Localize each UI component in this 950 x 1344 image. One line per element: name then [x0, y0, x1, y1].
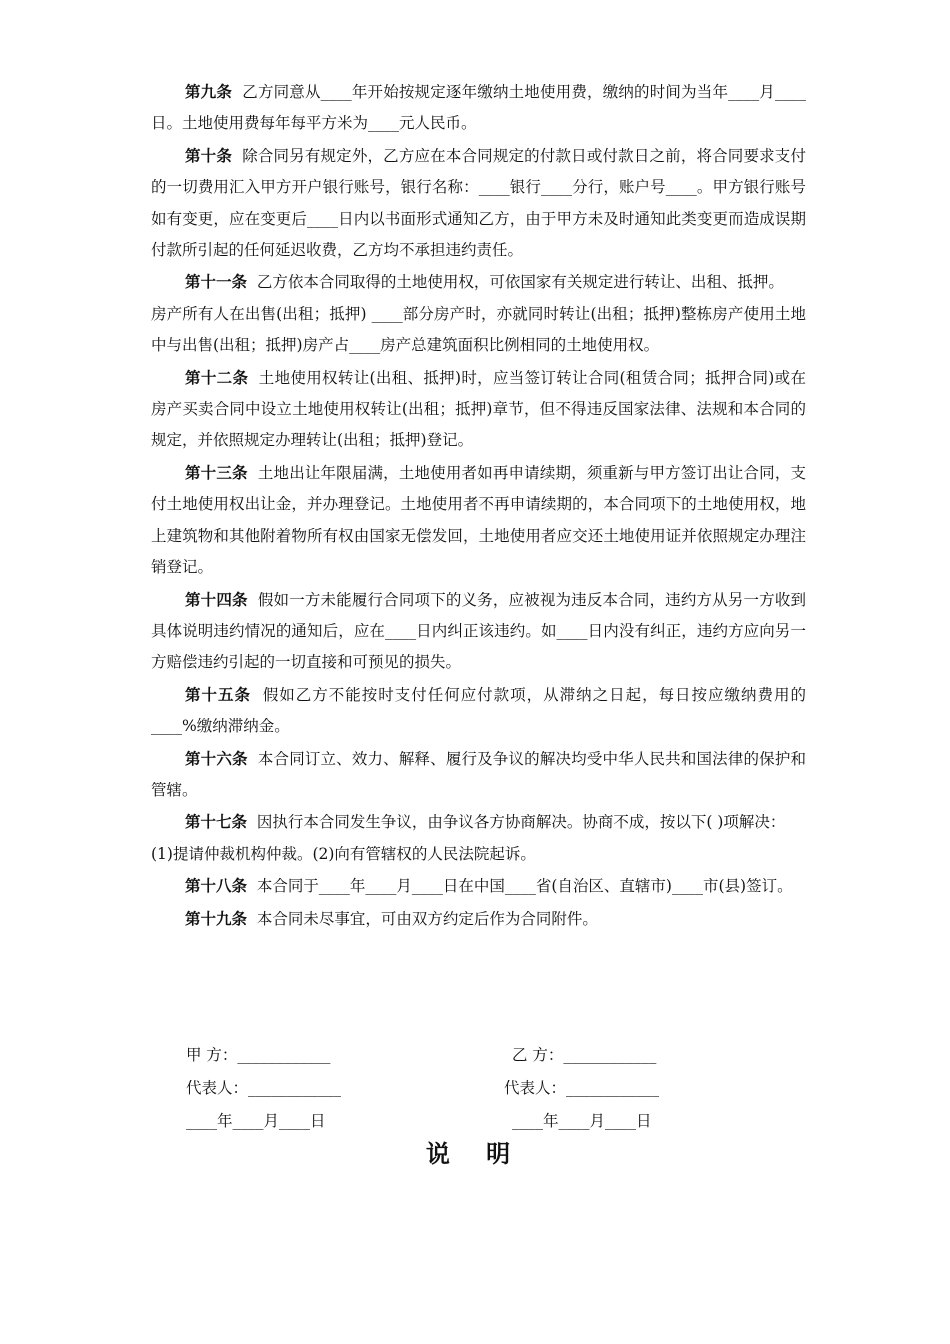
- article-text: 土地使用权转让(出租、抵押)时，应当签订转让合同(租赁合同；抵押合同)或在房产买卖合同中设立土地使用权转让(出租；抵押)章节，但不得违反国家法律、法规和本合同的规定，并依照规定办理转让(出租；抵押)登记。: [151, 368, 806, 450]
- party-b-signature-block: [504, 1039, 659, 1138]
- article-label: 第十二条: [185, 367, 249, 387]
- article-label: 第九条: [185, 82, 233, 101]
- article-text: 因执行本合同发生争议，由争议各方协商解决。协商不成，按以下( )项解决：: [256, 813, 786, 832]
- party-a-representative: 代表人：____________: [186, 1079, 342, 1097]
- article-19: [151, 903, 806, 935]
- article-17: [151, 806, 806, 838]
- article-11: [151, 266, 806, 298]
- article-text: 土地出让年限届满，土地使用者如再申请续期，须重新与甲方签订出让合同，支付土地使用权出让金，并办理登记。土地使用者不再申请续期的，本合同项下的土地使用权，地上建筑物和其他附着物所有权由国家无偿发回，土地使用者应交还土地使用证并依照规定办理注销登记。: [151, 463, 806, 577]
- article-text: 本合同订立、效力、解释、履行及争议的解决均受中华人民共和国法律的保护和管辖。: [151, 749, 806, 799]
- article-label: 第十九条: [185, 908, 248, 928]
- article-text: 乙方同意从____年开始按规定逐年缴纳土地使用费，缴纳的时间为当年____月____日。土地使用费每年每平方米为____元人民币。: [151, 83, 806, 133]
- party-a-signature-block: [186, 1039, 341, 1138]
- section-title: 说 明: [425, 1139, 525, 1168]
- article-label: 第十七条: [185, 812, 248, 832]
- article-11-continuation: [151, 299, 806, 362]
- article-10: [151, 140, 806, 267]
- article-14: [151, 584, 806, 679]
- article-18: [151, 870, 806, 902]
- article-text: (1)提请仲裁机构仲裁。(2)向有管辖权的人民法院起诉。: [151, 844, 536, 863]
- article-13: [151, 457, 806, 584]
- contract-body: [151, 76, 806, 935]
- article-label: 第十条: [185, 145, 232, 165]
- article-label: 第十三条: [185, 462, 248, 482]
- article-9: [151, 76, 806, 140]
- article-12: [151, 362, 806, 457]
- article-text: 乙方依本合同取得的土地使用权，可依国家有关规定进行转让、出租、抵押。: [256, 273, 784, 292]
- article-text: 本合同于____年____月____日在中国____省(自治区、直辖市)____市(县)签订。: [256, 877, 793, 896]
- article-text: 假如一方未能履行合同项下的义务，应被视为违反本合同，违约方从另一方收到具体说明违约情况的通知后，应在____日内纠正该违约。如____日内没有纠正，违约方应向另一方赔偿违约引起的一切直接和可预见的损失。: [151, 590, 806, 672]
- party-b-label: 乙 方：____________: [512, 1046, 657, 1064]
- article-label: 第十四条: [185, 589, 248, 609]
- party-a-date: ____年____月____日: [186, 1112, 326, 1130]
- article-text: 本合同未尽事宜，可由双方约定后作为合同附件。: [256, 909, 598, 928]
- article-label: 第十五条: [185, 684, 251, 704]
- article-15: [151, 679, 806, 743]
- article-label: 第十一条: [185, 272, 248, 292]
- article-16: [151, 743, 806, 807]
- article-text: 假如乙方不能按时支付任何应付款项，从滞纳之日起，每日按应缴纳费用的____%缴纳滞纳金。: [151, 685, 806, 736]
- article-17-options: [151, 839, 806, 870]
- article-label: 第十八条: [185, 876, 248, 896]
- party-a-label: 甲 方：____________: [186, 1046, 331, 1064]
- article-label: 第十六条: [185, 748, 248, 768]
- article-text: 除合同另有规定外，乙方应在本合同规定的付款日或付款日之前，将合同要求支付的一切费用汇入甲方开户银行账号，银行名称：____银行____分行，账户号____。甲方银行账号如有变更，应在变更后____日内以书面形式通知乙方，由于甲方未及时通知此类变更而造成误期付款所引起的任何延迟收费，乙方均不承担违约责任。: [151, 146, 806, 260]
- article-text: 房产所有人在出售(出租；抵押) ____部分房产时，亦就同时转让(出租；抵押)整栋房产使用土地中与出售(出租；抵押)房产占____房产总建筑面积比例相同的土地使用权。: [151, 304, 806, 355]
- party-b-representative: 代表人：____________: [504, 1079, 660, 1097]
- party-b-date: ____年____月____日: [512, 1112, 652, 1130]
